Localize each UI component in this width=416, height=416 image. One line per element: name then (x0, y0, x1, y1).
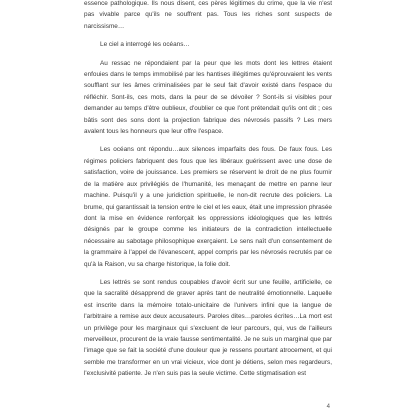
page-number: 4 (326, 404, 330, 410)
paragraph-4: Les océans ont répondu…aux silences imparfaits des fous. De faux fous. Les régimes policiers fabriquent des fous que les libéraux guérissent avec une dose de satisfaction, voire de jouissance. Les premiers se réservent le droit de ne plus fournir de la matière aux privilégiés de l'humanité, les menaçant de mettre en panne leur machine. Puisqu'il y a une juridiction spirituelle, le non-dit recrute des policiers. La brume, qui garantissait la tension entre le ciel et les eaux, était une impression phrasée dont la mise en évidence renforçait les oppressions idéologiques que les lettrés désignés par le groupe comme les initiateurs de la contradiction intellectuelle nécessaire au sabotage philosophique exerçaient. Le sens naît d'un consentement de la grammaire à l'appel de l'évanescent, appel compris par les névrosés recrutés par ce qu'à la Raison, vu sa charge historique, la folie doit. (84, 146, 332, 268)
paragraph-1: essence pathologique. Ils nous disent, ces pères légitimes du crime, que la vie n'est pas vivable parce qu'ils ne souffrent pas. Tous les riches sont suspects de narcissisme… (84, 0, 332, 30)
body-text (84, 0, 332, 387)
paragraph-2: Le ciel a interrogé les océans… (100, 41, 190, 49)
paragraph-5: Les lettrés se sont rendus coupables d'avoir écrit sur une feuille, artificielle, ce que la sacralité désapprend de graver après tant de neutralité émotionnelle. Laquelle est inscrite dans la mémoire totalo-unicitaire de l'univers infini que la langue de l'arbitraire a remise aux deux accusateurs. Paroles dites…paroles écrites…La mort est un privilège pour les marginaux qui s'excluent de leur parcours, qui, vus de l'ailleurs merveilleux, procurent de la vraie fausse sentimentalité. Je ne suis un marginal que par l'image que se fait la société d'une douleur que je ressens pourtant atrocement, et qui semble me transformer en un vrai vicieux, vice dont je détiens, selon mes regardeurs, l'exclusivité patiente. Je n'en suis pas la seule victime. Cette stigmatisation est (84, 278, 332, 378)
paragraph-3: Au ressac ne répondaient par la peur que les mots dont les lettres étaient enfouies dans le temps immobilisé par les hantises illégitimes qu'éprouvaient les vents soufflant sur les âmes criminalisées par le seul fait d'avoir existé dans l'espace du réfléchir. Sont-ils, ces mots, dans la peur de se dévoiler ? Sont-ils si visibles pour demander au temps d'être oublieux, d'oublier ce que l'ont prétendait qu'ils ont dit ; ces bâtis sont des sons dont la projection fabrique des névrosés passifs ? Les mers avalent tous les honneurs que leur offre l'espace. (84, 59, 332, 136)
